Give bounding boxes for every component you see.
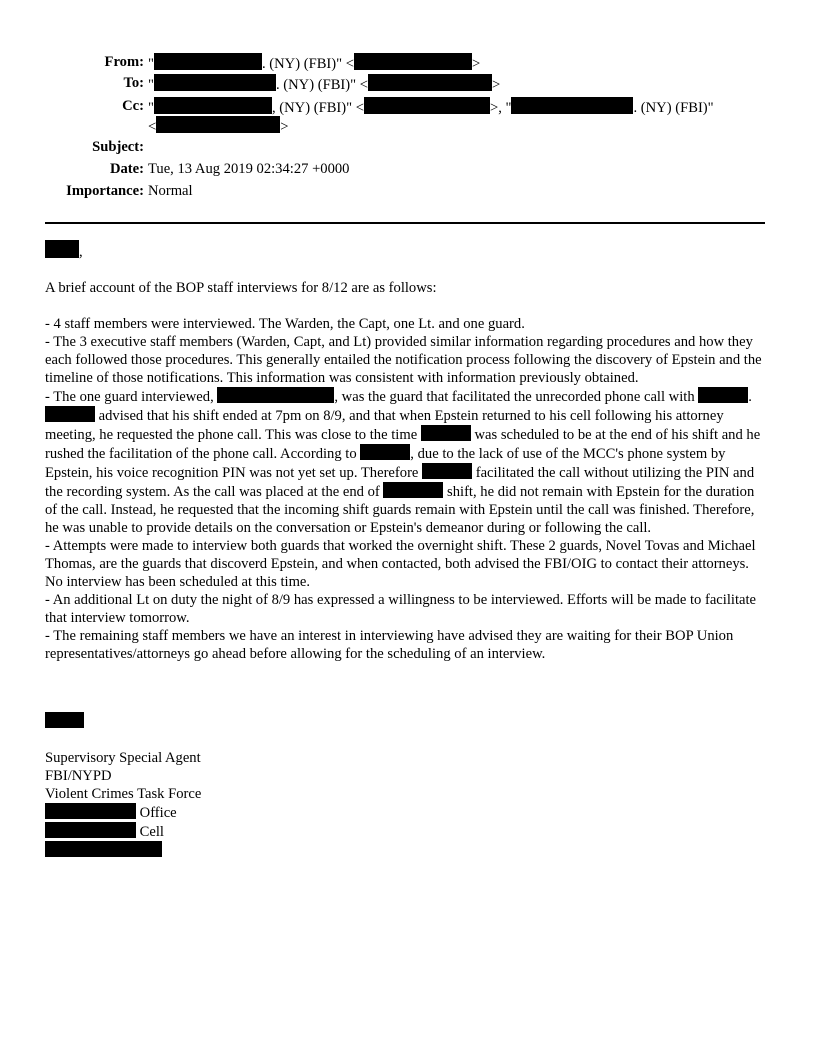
- redaction-box: [154, 74, 276, 91]
- cc-text-3: >, ": [489, 100, 512, 116]
- bullet-3: [45, 387, 770, 537]
- subject-label: Subject:: [92, 139, 144, 155]
- redaction-box: [156, 116, 280, 133]
- greeting: [45, 240, 770, 261]
- to-value: [148, 74, 500, 95]
- redaction-box: [354, 53, 472, 70]
- from-value: [148, 53, 480, 74]
- email-body: [45, 240, 770, 663]
- bullet-1: - 4 staff members were interviewed. The Warden, the Capt, one Lt. and one guard.: [45, 316, 525, 332]
- redaction-box: [217, 387, 334, 403]
- bullet-2: - The 3 executive staff members (Warden, Capt, and Lt) provided similar information regarding procedures and how they each followed those procedures. This generally entailed the notification process following the discovery of Epstein and the timeline of those notifications. This information was consistent with information previously obtained.: [45, 334, 762, 386]
- cc-text-4: . (NY) (FBI)": [633, 100, 714, 116]
- redaction-box: [45, 712, 84, 728]
- bullet-3-part-d: advised that his shift ended at 7pm on 8/9, and that when Epstein returned to his cell following his attorney meeting, he requested the phone call. This was close to the time: [45, 408, 724, 443]
- cc-text-2: , (NY) (FBI)" <: [271, 100, 364, 116]
- cc-text-1: ": [148, 100, 154, 116]
- bullet-6: - The remaining staff members we have an interest in interviewing have advised they are waiting for their BOP Union representatives/attorneys go ahead before allowing for the scheduling of an interview.: [45, 628, 734, 662]
- to-text-3: >: [491, 77, 501, 93]
- redaction-box: [698, 387, 748, 403]
- cc-value-cont: [148, 116, 288, 137]
- bullet-3-part-a: - The one guard interviewed,: [45, 389, 218, 405]
- signature-office-line: [45, 803, 445, 822]
- redaction-box: [154, 97, 272, 114]
- signature-title: Supervisory Special Agent: [45, 750, 201, 766]
- redaction-box: [45, 841, 162, 857]
- bullet-4: - Attempts were made to interview both guards that worked the overnight shift. These 2 guards, Novel Tovas and Michael Thomas, are the guards that discoverd Epstein, and when contacted, both advised the FBI/OIG to contact their attorneys. No interview has been scheduled at this time.: [45, 538, 756, 590]
- redaction-box: [364, 97, 490, 114]
- importance-label: Importance:: [66, 183, 144, 199]
- redaction-box: [45, 803, 136, 819]
- redaction-box: [383, 482, 443, 498]
- cc-label: Cc:: [122, 98, 144, 114]
- redaction-box: [45, 240, 79, 258]
- signature-block: [45, 712, 445, 860]
- redaction-box: [422, 463, 472, 479]
- signature-unit: Violent Crimes Task Force: [45, 786, 202, 802]
- to-text-2: . (NY) (FBI)" <: [275, 77, 368, 93]
- cc-text-6: >: [280, 119, 289, 135]
- cc-text-5: <: [148, 119, 157, 135]
- importance-value: Normal: [148, 183, 193, 199]
- bullet-3-part-h: shift, he did not remain with Epstein for the duration of the call. Instead, he requested that the incoming shift guards remain with Epstein until the call was finished. Therefore, he was unable to provide details on the conversation or Epstein's demeanor during or following the call.: [45, 484, 755, 536]
- bullet-3-part-b: , was the guard that facilitated the unrecorded phone call with: [334, 389, 699, 405]
- redaction-box: [154, 53, 262, 70]
- signature-name: [45, 712, 445, 731]
- redaction-box: [45, 822, 136, 838]
- redaction-box: [360, 444, 410, 460]
- date-value: Tue, 13 Aug 2019 02:34:27 +0000: [148, 161, 350, 177]
- signature-email-line: [45, 841, 445, 860]
- redaction-box: [511, 97, 633, 114]
- date-label: Date:: [109, 161, 144, 177]
- office-label: Office: [139, 805, 177, 821]
- signature-cell-line: [45, 822, 445, 841]
- greeting-suffix: ,: [79, 244, 83, 260]
- from-text-2: . (NY) (FBI)" <: [261, 56, 354, 72]
- signature-org: FBI/NYPD: [45, 768, 112, 784]
- redaction-box: [368, 74, 492, 91]
- header-divider: [45, 222, 765, 224]
- from-text-3: >: [471, 56, 481, 72]
- intro-paragraph: A brief account of the BOP staff interviews for 8/12 are as follows:: [45, 280, 437, 296]
- cc-value: [148, 97, 714, 118]
- cell-label: Cell: [139, 824, 164, 840]
- bullet-3-part-g: facilitated the call without utilizing the PIN and the recording system. As the call was placed at the end of: [45, 465, 755, 500]
- bullet-3-part-c: .: [748, 389, 752, 405]
- from-label: From:: [104, 54, 144, 70]
- from-text-1: ": [148, 56, 154, 72]
- bullet-5: - An additional Lt on duty the night of 8/9 has expressed a willingness to be interviewed. Efforts will be made to facilitate that interview tomorrow.: [45, 592, 757, 626]
- bullet-3-part-e: was scheduled to be at the end of his shift and he rushed the facilitation of the phone call. According to: [45, 427, 761, 462]
- to-label: To:: [123, 75, 144, 91]
- to-text-1: ": [148, 77, 154, 93]
- redaction-box: [45, 406, 95, 422]
- redaction-box: [421, 425, 471, 441]
- bullet-3-part-f: , due to the lack of use of the MCC's phone system by Epstein, his voice recognition PIN was not yet set up. Therefore: [45, 446, 726, 481]
